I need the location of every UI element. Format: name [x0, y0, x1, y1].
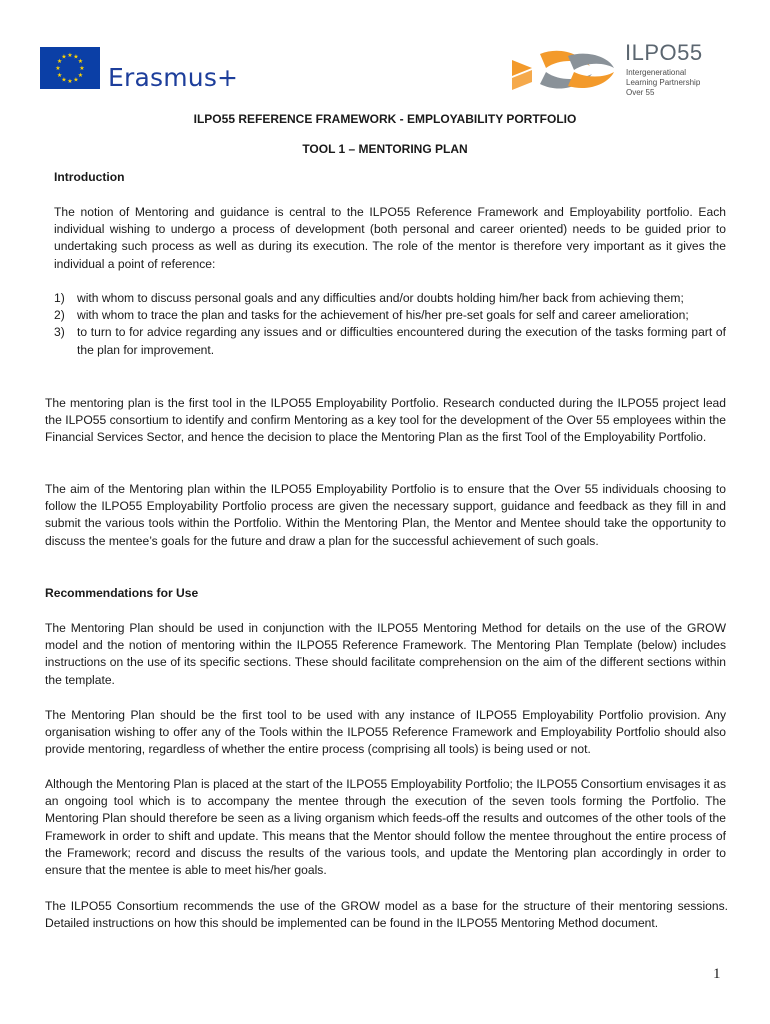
intro-paragraph: The notion of Mentoring and guidance is central to the ILPO55 Reference Framework and Employability portfolio. Each individual wishing to undergo a process of development (both personal and career oriented) needs to be guided prior to undertaking such process as well as during its execution. The role of the mentor is therefore very important as it gives the individual a point of reference:: [54, 205, 726, 271]
svg-text:★: ★: [77, 72, 84, 79]
list-item: [54, 290, 726, 307]
ilpo55-tagline: [626, 68, 746, 98]
document-title: ILPO55 REFERENCE FRAMEWORK - EMPLOYABILITY PORTFOLIO: [193, 112, 577, 126]
list-item-text: to turn to for advice regarding any issues and or difficulties encountered during the execution of the tasks forming part of the plan for improvement.: [77, 325, 726, 357]
list-item-text: with whom to trace the plan and tasks for the achievement of his/her pre-set goals for self and career amelioration;: [77, 308, 689, 323]
reference-list: [54, 290, 726, 359]
svg-text:★: ★: [67, 52, 73, 59]
ilpo55-tagline-line: Over 55: [626, 88, 655, 97]
ilpo55-logo: [510, 40, 740, 100]
aim-paragraph: The aim of the Mentoring plan within the ILPO55 Employability Portfolio is to ensure that the Over 55 individuals choosing to follow the ILPO55 Employability Portfolio process are given the necessary support, guidance and feedback as they fill in and submit the various tools within the Portfolio. Within the Mentoring Plan, the Mentor and Mentee should take the opportunity to discuss the mentee’s goals for the future and draw a plan for the successful achievement of such goals.: [45, 482, 726, 548]
erasmus-wordmark: Erasmus+: [108, 62, 239, 92]
ilpo55-tagline-line: Intergenerational: [626, 68, 687, 77]
svg-text:★: ★: [79, 65, 85, 72]
ilpo55-mark-icon: [510, 46, 620, 96]
svg-text:★: ★: [56, 72, 63, 79]
svg-text:★: ★: [77, 58, 84, 65]
recommendations-paragraph-4: The ILPO55 Consortium recommends the use of the GROW model as a base for the structure of their mentoring sessions. Detailed instructions on how this should be implemented can be found in the ILPO55 Mentoring Method document.: [45, 899, 728, 931]
svg-text:★: ★: [73, 76, 79, 84]
eu-flag-icon: [40, 47, 100, 89]
svg-text:★: ★: [73, 53, 79, 61]
list-item-number: 2): [54, 308, 65, 323]
recommendations-paragraph-3: Although the Mentoring Plan is placed at the start of the ILPO55 Employability Portfolio; the ILPO55 Consortium envisages it as an ongoing tool which is to accompany the mentee through the execution of the seven tools forming the Portfolio. The Mentoring Plan should therefore be seen as a living organism which feeds-off the results and outcomes of the other tools of the Framework in order to shift and update. This means that the Mentor should follow the mentee throughout the entire process of the Framework; record and discuss the results of the various tools, and update the Mentoring plan accordingly in order to ensure that the mentee is able to meet his/her goals.: [45, 777, 726, 878]
list-item-number: 1): [54, 291, 65, 305]
list-item-text: with whom to discuss personal goals and any difficulties and/or doubts holding him/her back from achieving them;: [77, 291, 684, 305]
svg-text:★: ★: [61, 76, 67, 84]
intro-heading: Introduction: [54, 170, 125, 184]
svg-text:★: ★: [56, 58, 63, 65]
recommendations-paragraph-1: The Mentoring Plan should be used in conjunction with the ILPO55 Mentoring Method for details on the use of the GROW model and the notion of mentoring within the ILPO55 Reference Framework. The Mentoring Plan Template (below) includes instructions on the use of its specific sections. These should facilitate comprehension on the aim of the different sections within the template.: [45, 621, 726, 687]
recommendations-paragraph-2: The Mentoring Plan should be the first tool to be used with any instance of ILPO55 Employability Portfolio provision. Any organisation wishing to offer any of the Tools within the ILPO55 Reference Framework and Employability Portfolio should also provide mentoring, regardless of whether the entire process (comprising all tools) is being used or not.: [45, 708, 726, 757]
ilpo55-tagline-line: Learning Partnership: [626, 78, 701, 87]
svg-text:★: ★: [61, 53, 67, 61]
document-subtitle: TOOL 1 – MENTORING PLAN: [302, 142, 468, 156]
page-number: 1: [713, 966, 721, 982]
list-item-number: 3): [54, 325, 65, 340]
list-item: [54, 324, 726, 358]
list-item: [54, 307, 726, 324]
svg-text:★: ★: [55, 65, 61, 72]
svg-text:★: ★: [67, 78, 73, 85]
recommendations-heading: Recommendations for Use: [45, 586, 199, 600]
first-tool-paragraph: The mentoring plan is the first tool in the ILPO55 Employability Portfolio. Research conducted during the ILPO55 project lead the ILPO55 consortium to identify and confirm Mentoring as a key tool for the development of the Over 55 employees within the Financial Services Sector, and hence the decision to place the Mentoring Plan as the first Tool of the Employability Portfolio.: [45, 396, 726, 445]
erasmus-logo: [40, 44, 238, 92]
ilpo55-name: ILPO55: [625, 40, 703, 65]
